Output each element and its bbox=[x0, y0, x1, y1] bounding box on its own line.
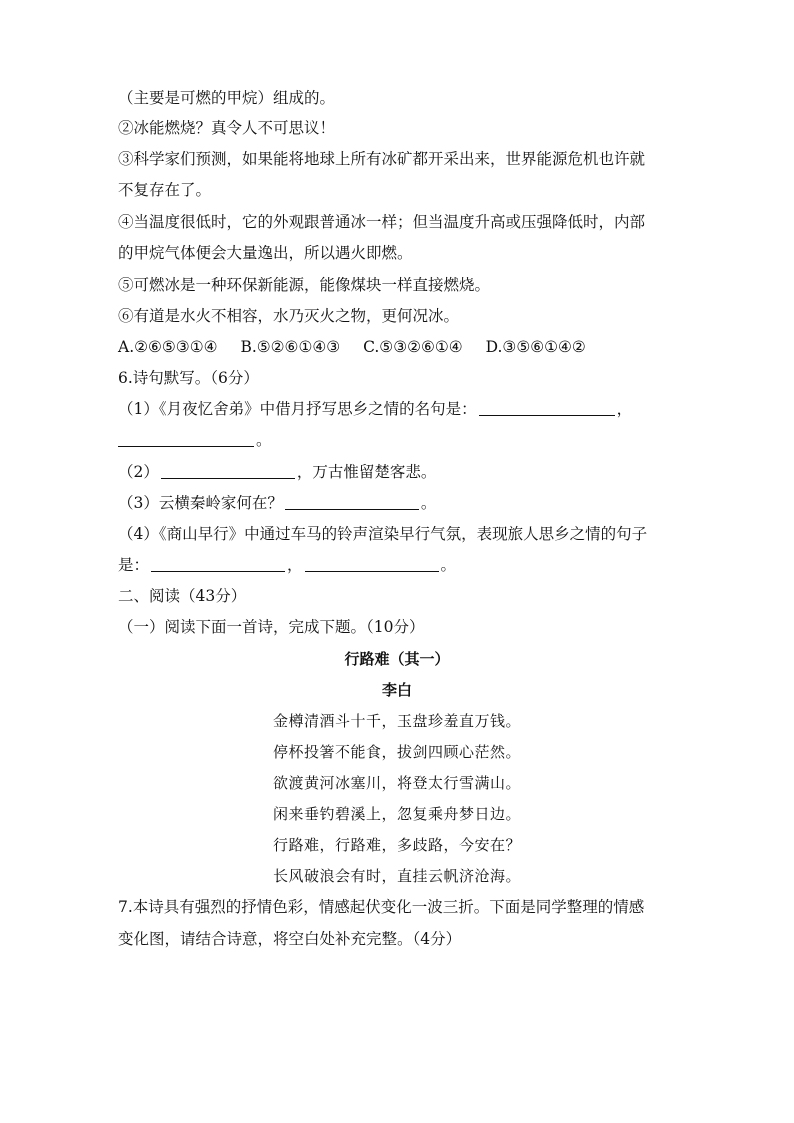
punctuation: ， bbox=[287, 556, 303, 574]
item-text: ，万古惟留楚客悲。 bbox=[296, 463, 437, 481]
punctuation: 。 bbox=[256, 431, 272, 449]
punctuation: ， bbox=[616, 400, 633, 418]
item-number: （2） bbox=[118, 463, 159, 481]
section-2-heading: 二、阅读（43分） bbox=[118, 587, 247, 605]
punctuation: 。 bbox=[440, 556, 457, 574]
question-6-item-4: （4）《商山早行》中通过车马的铃声渲染早行气氛，表现旅人思乡之情的句子 bbox=[118, 525, 648, 543]
poem-line: 金樽清酒斗十千，玉盘珍羞直万钱。 bbox=[272, 712, 521, 730]
option-d: D.③⑤⑥①④② bbox=[485, 338, 586, 356]
sentence-3: ③科学家们预测，如果能将地球上所有冰矿都开采出来，世界能源危机也许就 bbox=[118, 150, 646, 168]
answer-options bbox=[118, 336, 704, 358]
poem-line: 闲来垂钓碧溪上，忽复乘舟梦日边。 bbox=[272, 805, 521, 823]
question-7-text-cont: 变化图，请结合诗意，将空白处补充完整。（4分） bbox=[118, 930, 462, 948]
text-line: （主要是可燃的甲烷）组成的。 bbox=[118, 89, 336, 107]
option-c: C.⑤③②⑥①④ bbox=[363, 338, 463, 356]
question-6-title: 6.诗句默写。（6分） bbox=[118, 369, 259, 387]
answer-blank[interactable] bbox=[305, 555, 439, 572]
section-2-subheading: （一）阅读下面一首诗，完成下题。（10分） bbox=[118, 618, 425, 636]
sentence-5: ⑤可燃冰是一种环保新能源，能像煤块一样直接燃烧。 bbox=[118, 276, 491, 294]
option-b: B.⑤②⑥①④③ bbox=[240, 338, 341, 356]
item-text: （3）云横秦岭家何在？ bbox=[118, 494, 283, 512]
sentence-2: ②冰能燃烧？真令人不可思议！ bbox=[118, 119, 336, 137]
poem-line: 欲渡黄河冰塞川，将登太行雪满山。 bbox=[272, 774, 521, 792]
answer-blank[interactable] bbox=[118, 430, 254, 447]
answer-blank[interactable] bbox=[479, 399, 615, 416]
item-text: （1）《月夜忆舍弟》中借月抒写思乡之情的名句是： bbox=[118, 400, 477, 418]
sentence-4: ④当温度很低时，它的外观跟普通冰一样；但当温度升高或压强降低时，内部 bbox=[118, 213, 646, 231]
poem-line: 行路难，行路难，多歧路，今安在？ bbox=[272, 836, 521, 854]
text-line: 的甲烷气体便会大量逸出，所以遇火即燃。 bbox=[118, 244, 413, 262]
sentence-6: ⑥有道是水火不相容，水乃灭火之物，更何况冰。 bbox=[118, 307, 460, 325]
question-6-item-1 bbox=[118, 398, 704, 420]
item-text: 是： bbox=[118, 556, 150, 574]
punctuation: 。 bbox=[420, 494, 437, 512]
question-6-item-1-cont bbox=[118, 429, 704, 451]
poem-line: 长风破浪会有时，直挂云帆济沧海。 bbox=[272, 867, 521, 885]
text-line: 不复存在了。 bbox=[118, 181, 212, 199]
answer-blank[interactable] bbox=[151, 555, 285, 572]
answer-blank[interactable] bbox=[285, 493, 419, 510]
question-6-item-4-cont bbox=[118, 554, 704, 576]
question-7-text: 7.本诗具有强烈的抒情色彩，情感起伏变化一波三折。下面是同学整理的情感 bbox=[118, 898, 645, 916]
answer-blank[interactable] bbox=[161, 462, 295, 479]
poem-line: 停杯投箸不能食，拔剑四顾心茫然。 bbox=[272, 743, 521, 761]
question-6-item-3 bbox=[118, 492, 704, 514]
question-6-item-2 bbox=[118, 461, 704, 483]
option-a: A.②⑥⑤③①④ bbox=[118, 338, 218, 356]
poem-author: 李白 bbox=[381, 681, 412, 699]
poem-title: 行路难（其一） bbox=[344, 650, 450, 668]
